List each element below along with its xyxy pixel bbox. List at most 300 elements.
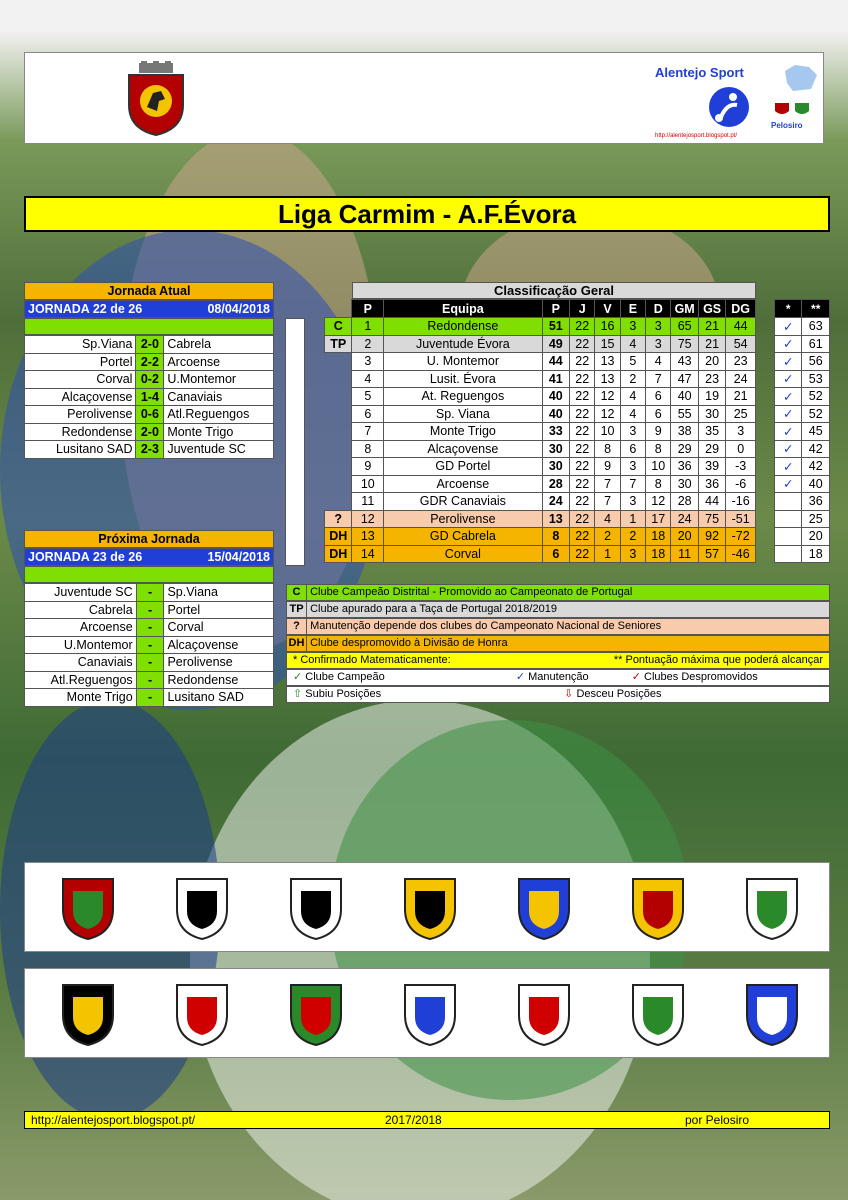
match-score: - xyxy=(136,619,164,637)
page-title: Liga Carmim - A.F.Évora xyxy=(24,196,830,232)
match-row xyxy=(25,336,274,354)
confirmed-check-icon xyxy=(775,510,802,528)
footer-url[interactable]: http://alentejosport.blogspot.pt/ xyxy=(31,1113,196,1127)
cell-e: 3 xyxy=(620,493,645,511)
cell-d: 3 xyxy=(646,318,671,336)
match-score: 0-2 xyxy=(136,371,164,389)
legend-key-q: ? xyxy=(287,619,307,634)
cell-gm: 47 xyxy=(671,370,698,388)
cell-d: 4 xyxy=(646,353,671,371)
match-score: 0-6 xyxy=(136,406,164,424)
cell-dg: 44 xyxy=(726,318,756,336)
col-points: P xyxy=(542,300,569,318)
alca-ovense-crest-icon xyxy=(737,979,807,1049)
current-round-panel xyxy=(24,282,274,459)
max-points: 61 xyxy=(802,335,830,353)
footer-author: por Pelosiro xyxy=(685,1113,750,1127)
cell-gm: 75 xyxy=(671,335,698,353)
cell-team: GDR Canaviais xyxy=(384,493,542,511)
sporting-viana-crest-icon xyxy=(737,873,807,943)
home-team: U.Montemor xyxy=(25,636,137,654)
next-round-label: JORNADA 23 de 26 xyxy=(28,550,143,564)
cell-v: 1 xyxy=(595,545,620,563)
cell-pts: 30 xyxy=(542,458,569,476)
cell-gm: 30 xyxy=(671,475,698,493)
home-team: Corval xyxy=(25,371,136,389)
match-score: - xyxy=(136,584,164,602)
standings-row xyxy=(325,405,756,423)
cell-dg: 21 xyxy=(726,388,756,406)
confirmed-check-icon: ✓ xyxy=(775,370,802,388)
home-team: Sp.Viana xyxy=(25,336,136,354)
standings-row xyxy=(325,388,756,406)
col-confirmed: * xyxy=(775,300,802,318)
away-team: Sp.Viana xyxy=(164,584,274,602)
standings-row xyxy=(325,458,756,476)
cell-gm: 28 xyxy=(671,493,698,511)
legend-notes xyxy=(286,652,830,669)
cell-team: Corval xyxy=(384,545,542,563)
side-row xyxy=(775,370,830,388)
home-team: Perolivense xyxy=(25,406,136,424)
legend-checks xyxy=(286,669,830,686)
cell-d: 9 xyxy=(646,423,671,441)
cell-dg: 25 xyxy=(726,405,756,423)
side-row xyxy=(775,353,830,371)
cell-dg: -16 xyxy=(726,493,756,511)
standings-panel xyxy=(352,282,756,299)
standings-row xyxy=(325,423,756,441)
legend-up-label: Subiu Posições xyxy=(305,688,382,700)
cell-j: 22 xyxy=(570,405,595,423)
cell-gs: 21 xyxy=(698,318,725,336)
cell-team: Monte Trigo xyxy=(384,423,542,441)
cell-team: At. Reguengos xyxy=(384,388,542,406)
standings-row xyxy=(325,493,756,511)
standings-row xyxy=(325,545,756,563)
home-team: Atl.Reguengos xyxy=(25,671,137,689)
cell-pos: 4 xyxy=(352,370,384,388)
standings-header-row xyxy=(325,300,756,318)
col-lost: D xyxy=(646,300,671,318)
cell-dg: -72 xyxy=(726,528,756,546)
current-round-markers xyxy=(285,318,305,566)
home-team: Monte Trigo xyxy=(25,689,137,707)
cell-gs: 29 xyxy=(698,440,725,458)
cell-d: 3 xyxy=(646,335,671,353)
max-points: 42 xyxy=(802,440,830,458)
cell-e: 3 xyxy=(620,545,645,563)
cell-v: 13 xyxy=(595,370,620,388)
status-tag: ? xyxy=(325,510,352,528)
legend-text-c: Clube Campeão Distrital - Promovido ao Campeonato de Portugal xyxy=(310,586,633,598)
cell-pos: 5 xyxy=(352,388,384,406)
cell-pos: 14 xyxy=(352,545,384,563)
cell-pts: 28 xyxy=(542,475,569,493)
cell-gm: 40 xyxy=(671,388,698,406)
current-round-date: 08/04/2018 xyxy=(207,302,270,316)
legend-key-tp: TP xyxy=(287,602,307,617)
cell-v: 16 xyxy=(595,318,620,336)
col-gf: GM xyxy=(671,300,698,318)
match-score: 2-0 xyxy=(136,336,164,354)
match-row xyxy=(25,388,274,406)
cell-pos: 7 xyxy=(352,423,384,441)
brand-block xyxy=(655,61,815,137)
cell-j: 22 xyxy=(570,493,595,511)
match-score: 2-3 xyxy=(136,441,164,459)
cell-v: 8 xyxy=(595,440,620,458)
cell-pts: 8 xyxy=(542,528,569,546)
cell-dg: 23 xyxy=(726,353,756,371)
max-points: 56 xyxy=(802,353,830,371)
home-team: Portel xyxy=(25,353,136,371)
cell-team: Perolivense xyxy=(384,510,542,528)
standings-row xyxy=(325,370,756,388)
home-team: Alcaçovense xyxy=(25,388,136,406)
cell-e: 3 xyxy=(620,318,645,336)
confirmed-check-icon: ✓ xyxy=(775,335,802,353)
cell-pos: 11 xyxy=(352,493,384,511)
cell-j: 22 xyxy=(570,370,595,388)
side-row xyxy=(775,440,830,458)
away-team: Monte Trigo xyxy=(164,423,274,441)
legend-text-tp: Clube apurado para a Taça de Portugal 2018/2019 xyxy=(310,603,557,615)
cell-gm: 11 xyxy=(671,545,698,563)
cell-e: 4 xyxy=(620,405,645,423)
confirmed-check-icon xyxy=(775,545,802,563)
home-team: Juventude SC xyxy=(25,584,137,602)
cell-pos: 2 xyxy=(352,335,384,353)
current-round-label: JORNADA 22 de 26 xyxy=(28,302,143,316)
cell-j: 22 xyxy=(570,440,595,458)
cell-v: 7 xyxy=(595,493,620,511)
confirmed-check-icon xyxy=(775,528,802,546)
cell-team: Sp. Viana xyxy=(384,405,542,423)
col-drawn: E xyxy=(620,300,645,318)
confirmed-check-icon: ✓ xyxy=(775,475,802,493)
max-points: 52 xyxy=(802,405,830,423)
cell-e: 2 xyxy=(620,528,645,546)
legend-confirmed-note: * Confirmado Matematicamente: xyxy=(293,654,451,666)
brand-url: http://alentejosport.blogspot.pt/ xyxy=(655,133,738,139)
cell-team: Alcaçovense xyxy=(384,440,542,458)
cell-pts: 6 xyxy=(542,545,569,563)
next-round-spacer xyxy=(24,566,274,583)
cell-dg: 0 xyxy=(726,440,756,458)
footer-season: 2017/2018 xyxy=(385,1113,442,1127)
cell-j: 22 xyxy=(570,335,595,353)
legend-max-note: ** Pontuação máxima que poderá alcançar xyxy=(613,654,823,666)
side-row xyxy=(775,528,830,546)
next-round-table xyxy=(24,583,274,707)
cell-d: 18 xyxy=(646,545,671,563)
status-tag: DH xyxy=(325,545,352,563)
cell-v: 10 xyxy=(595,423,620,441)
away-team: Juventude SC xyxy=(164,441,274,459)
cell-j: 22 xyxy=(570,545,595,563)
confirmed-check-icon: ✓ xyxy=(775,405,802,423)
arcoense-crest-icon xyxy=(509,979,579,1049)
col-won: V xyxy=(595,300,620,318)
next-round-title: Próxima Jornada xyxy=(24,530,274,548)
cell-pos: 13 xyxy=(352,528,384,546)
cell-gs: 44 xyxy=(698,493,725,511)
relegated-check-icon: ✓ xyxy=(631,671,641,683)
match-row xyxy=(25,654,274,672)
match-score: - xyxy=(136,671,164,689)
legend-relegated-label: Clubes Despromovidos xyxy=(644,671,758,683)
gd-portel-crest-icon xyxy=(53,979,123,1049)
away-team: Perolivense xyxy=(164,654,274,672)
cell-d: 8 xyxy=(646,475,671,493)
away-team: Alcaçovense xyxy=(164,636,274,654)
cell-e: 2 xyxy=(620,370,645,388)
confirmed-check-icon: ✓ xyxy=(775,440,802,458)
cell-d: 17 xyxy=(646,510,671,528)
alentejo-map-icon xyxy=(783,63,819,96)
max-points: 52 xyxy=(802,388,830,406)
cell-e: 1 xyxy=(620,510,645,528)
away-team: U.Montemor xyxy=(164,371,274,389)
arrow-up-icon: ⇧ xyxy=(293,688,303,700)
legend-text-q: Manutenção depende dos clubes do Campeonato Nacional de Seniores xyxy=(310,620,662,632)
confirmed-check-icon: ✓ xyxy=(775,318,802,336)
home-team: Lusitano SAD xyxy=(25,441,136,459)
status-tag: DH xyxy=(325,528,352,546)
cell-j: 22 xyxy=(570,318,595,336)
standings-table xyxy=(324,299,756,563)
cell-v: 2 xyxy=(595,528,620,546)
logos-row-2 xyxy=(24,968,830,1058)
away-team: Portel xyxy=(164,601,274,619)
side-row xyxy=(775,423,830,441)
lusitano-crest-icon xyxy=(167,873,237,943)
cell-d: 6 xyxy=(646,405,671,423)
standings-row xyxy=(325,528,756,546)
match-row xyxy=(25,406,274,424)
status-tag: C xyxy=(325,318,352,336)
cell-dg: 54 xyxy=(726,335,756,353)
side-row xyxy=(775,475,830,493)
match-score: - xyxy=(136,654,164,672)
cell-gs: 30 xyxy=(698,405,725,423)
cell-gm: 65 xyxy=(671,318,698,336)
cell-e: 3 xyxy=(620,423,645,441)
football-player-icon xyxy=(707,85,751,132)
cell-pos: 6 xyxy=(352,405,384,423)
side-table xyxy=(774,299,830,563)
status-tag xyxy=(325,370,352,388)
max-points: 42 xyxy=(802,458,830,476)
champion-check-icon: ✓ xyxy=(293,671,303,683)
match-score: 2-2 xyxy=(136,353,164,371)
legend-champion xyxy=(286,584,830,601)
cell-dg: -3 xyxy=(726,458,756,476)
cell-gs: 75 xyxy=(698,510,725,528)
side-row xyxy=(775,388,830,406)
legend-question xyxy=(286,618,830,635)
side-row xyxy=(775,510,830,528)
match-score: 2-0 xyxy=(136,423,164,441)
cell-gs: 36 xyxy=(698,475,725,493)
side-row xyxy=(775,493,830,511)
cell-dg: 24 xyxy=(726,370,756,388)
cell-e: 7 xyxy=(620,475,645,493)
current-round-spacer xyxy=(24,318,274,335)
redondense-crest-icon xyxy=(53,873,123,943)
cell-d: 8 xyxy=(646,440,671,458)
side-row xyxy=(775,335,830,353)
col-ga: GS xyxy=(698,300,725,318)
match-row xyxy=(25,619,274,637)
cell-gm: 55 xyxy=(671,405,698,423)
away-team: Lusitano SAD xyxy=(164,689,274,707)
col-max: ** xyxy=(802,300,830,318)
standings-row xyxy=(325,353,756,371)
cell-team: Redondense xyxy=(384,318,542,336)
cell-d: 7 xyxy=(646,370,671,388)
cell-e: 5 xyxy=(620,353,645,371)
arrow-down-icon: ⇩ xyxy=(564,688,574,700)
sca-green-crest-icon xyxy=(623,979,693,1049)
col-played: J xyxy=(570,300,595,318)
cell-dg: -46 xyxy=(726,545,756,563)
logos-row-1 xyxy=(24,862,830,952)
sca-crest-icon xyxy=(623,873,693,943)
max-points: 36 xyxy=(802,493,830,511)
cell-pos: 12 xyxy=(352,510,384,528)
legend-text-dh: Clube despromovido à Divisão de Honra xyxy=(310,637,508,649)
status-tag xyxy=(325,388,352,406)
footer-bar xyxy=(24,1111,830,1129)
confirmed-check-icon: ✓ xyxy=(775,353,802,371)
legend-relegated xyxy=(286,635,830,652)
cell-pos: 3 xyxy=(352,353,384,371)
cell-gs: 39 xyxy=(698,458,725,476)
max-points: 53 xyxy=(802,370,830,388)
asc-crest-icon xyxy=(281,979,351,1049)
cell-d: 18 xyxy=(646,528,671,546)
home-team: Cabrela xyxy=(25,601,137,619)
cell-team: Juventude Évora xyxy=(384,335,542,353)
cell-gs: 35 xyxy=(698,423,725,441)
header-banner xyxy=(24,52,824,144)
cell-e: 3 xyxy=(620,458,645,476)
benfica-crest-icon xyxy=(167,979,237,1049)
status-tag xyxy=(325,458,352,476)
canaviais-crest-icon xyxy=(395,979,465,1049)
match-row xyxy=(25,584,274,602)
brand-name: Alentejo Sport xyxy=(655,65,744,80)
standings-row xyxy=(325,510,756,528)
col-pos: P xyxy=(352,300,384,318)
match-score: - xyxy=(136,601,164,619)
cell-gm: 20 xyxy=(671,528,698,546)
legend-key-c: C xyxy=(287,585,307,600)
match-row xyxy=(25,371,274,389)
cell-gs: 19 xyxy=(698,388,725,406)
away-team: Redondense xyxy=(164,671,274,689)
current-round-header xyxy=(24,300,274,318)
status-tag xyxy=(325,405,352,423)
cell-j: 22 xyxy=(570,423,595,441)
match-row xyxy=(25,601,274,619)
match-row xyxy=(25,423,274,441)
side-row xyxy=(775,458,830,476)
max-points: 20 xyxy=(802,528,830,546)
status-tag xyxy=(325,475,352,493)
standings-row xyxy=(325,335,756,353)
maintenance-check-icon: ✓ xyxy=(515,671,526,683)
cell-j: 22 xyxy=(570,388,595,406)
standings-row xyxy=(325,440,756,458)
cell-pts: 40 xyxy=(542,405,569,423)
cell-d: 12 xyxy=(646,493,671,511)
cell-gs: 23 xyxy=(698,370,725,388)
city-crest-icon xyxy=(121,61,191,137)
cell-pos: 9 xyxy=(352,458,384,476)
cell-j: 22 xyxy=(570,510,595,528)
match-score: - xyxy=(136,689,164,707)
max-points: 25 xyxy=(802,510,830,528)
cell-e: 4 xyxy=(620,388,645,406)
cell-pts: 33 xyxy=(542,423,569,441)
small-crests-icon xyxy=(773,101,813,120)
match-row xyxy=(25,689,274,707)
cell-pos: 1 xyxy=(352,318,384,336)
legend-champion-label: Clube Campeão xyxy=(305,671,385,683)
cell-gm: 43 xyxy=(671,353,698,371)
standings-title: Classificação Geral xyxy=(352,282,756,299)
cell-team: U. Montemor xyxy=(384,353,542,371)
next-round-date: 15/04/2018 xyxy=(207,550,270,564)
home-team: Canaviais xyxy=(25,654,137,672)
legend-arrows xyxy=(286,686,830,703)
match-row xyxy=(25,671,274,689)
cell-team: GD Cabrela xyxy=(384,528,542,546)
cell-v: 12 xyxy=(595,388,620,406)
match-row xyxy=(25,353,274,371)
legend-down-label: Desceu Posições xyxy=(576,688,662,700)
side-row xyxy=(775,318,830,336)
home-team: Redondense xyxy=(25,423,136,441)
away-team: Atl.Reguengos xyxy=(164,406,274,424)
match-row xyxy=(25,441,274,459)
cell-pts: 49 xyxy=(542,335,569,353)
cell-gs: 21 xyxy=(698,335,725,353)
cell-d: 6 xyxy=(646,388,671,406)
cell-dg: -51 xyxy=(726,510,756,528)
away-team: Corval xyxy=(164,619,274,637)
status-tag: TP xyxy=(325,335,352,353)
home-team: Arcoense xyxy=(25,619,137,637)
legend-maintenance-label: Manutenção xyxy=(528,671,589,683)
max-points: 45 xyxy=(802,423,830,441)
cell-pts: 30 xyxy=(542,440,569,458)
col-gd: DG xyxy=(726,300,756,318)
status-tag xyxy=(325,423,352,441)
match-score: 1-4 xyxy=(136,388,164,406)
match-row xyxy=(25,636,274,654)
cell-pts: 41 xyxy=(542,370,569,388)
cell-pos: 10 xyxy=(352,475,384,493)
cell-pos: 8 xyxy=(352,440,384,458)
gus-crest-icon xyxy=(281,873,351,943)
cell-v: 9 xyxy=(595,458,620,476)
cell-gm: 29 xyxy=(671,440,698,458)
current-round-table xyxy=(24,335,274,459)
